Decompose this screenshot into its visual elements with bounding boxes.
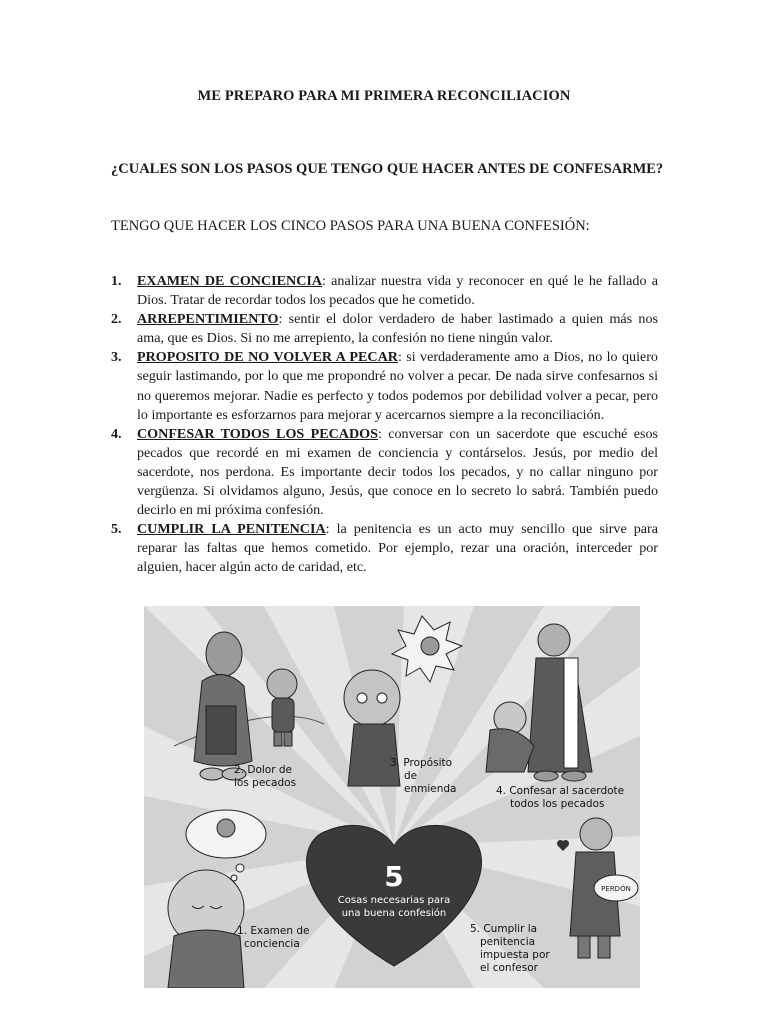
svg-text:conciencia: conciencia (244, 938, 300, 950)
caption-2 (234, 764, 296, 789)
svg-text:de: de (404, 770, 418, 782)
svg-text:enmienda: enmienda (404, 783, 457, 795)
mother-child-figure (194, 632, 297, 780)
steps-list (111, 272, 658, 578)
list-item (111, 520, 658, 577)
step-number: 2. (111, 311, 122, 328)
section-question: ¿CUALES SON LOS PASOS QUE TENGO QUE HACER ANTES DE CONFESARME? (111, 161, 664, 177)
svg-text:4. Confesar al sacerdote: 4. Confesar al sacerdote (496, 785, 625, 797)
svg-text:5. Cumplir la: 5. Cumplir la (470, 923, 538, 935)
heart-line1: Cosas necesarias para (337, 895, 451, 906)
perdon-bubble-text: PERDÓN (601, 885, 631, 893)
svg-text:impuesta por: impuesta por (480, 949, 550, 961)
step-term: CONFESAR TODOS LOS PECADOS (137, 425, 378, 442)
step-number: 4. (111, 425, 122, 442)
heart-line2: una buena confesión (341, 908, 447, 919)
step-number: 5. (111, 521, 122, 538)
svg-text:el confesor: el confesor (480, 962, 538, 974)
list-item (111, 425, 658, 520)
svg-text:los pecados: los pecados (234, 777, 297, 789)
list-item (111, 348, 658, 424)
step-term: EXAMEN DE CONCIENCIA (137, 273, 323, 289)
confession-illustration (144, 606, 640, 988)
page-title: ME PREPARO PARA MI PRIMERA RECONCILIACION (197, 88, 571, 104)
step-text: : sentir el dolor verdadero de haber lastimado a quien más nos ama, que es Dios. Si no me arrepiento, la confesión no tiene ningún valor. (137, 311, 658, 347)
list-item (111, 310, 658, 348)
svg-text:penitencia: penitencia (480, 936, 536, 948)
step-text: : la penitencia es un acto muy sencillo que sirve para reparar las faltas que hemos cometido. Por ejemplo, rezar una oración, interceder por alguien, hacer algún acto de caridad, etc. (137, 521, 658, 576)
step-number: 3. (111, 349, 122, 366)
step-text: : si verdaderamente amo a Dios, no lo quiero seguir lastimando, por lo que me propondré no volver a pecar. De nada sirve confesarnos si no queremos mejorar. Nadie es perfecto y todos podemos por debilidad volver a pecar, pero lo importante es esforzarnos para mejorar y acercarnos siempre a la reconciliación. (137, 349, 658, 423)
step-text: : conversar con un sacerdote que escuché esos pecados que recordé en mi examen de conciencia y contárselos. Jesús, por medio del sacerdote, nos perdona. Es importante decir todos los pecados, y no callar ninguno por vergüenza. Si olvidamos alguno, Jesús, que conoce en lo secreto lo sabrá. También puedo decirlo en mi próxima confesión. (137, 425, 658, 519)
step-term: PROPOSITO DE NO VOLVER A PECAR (137, 349, 398, 366)
caption-4 (496, 785, 624, 810)
step-term: ARREPENTIMIENTO (137, 311, 279, 328)
step-term: CUMPLIR LA PENITENCIA (137, 521, 326, 538)
illustration-svg (144, 606, 640, 988)
caption-5 (470, 923, 550, 974)
step-text: : analizar nuestra vida y reconocer en qué le he fallado a Dios. Tratar de recordar todos los pecados que he cometido. (137, 273, 658, 309)
svg-text:2. Dolor de: 2. Dolor de (234, 764, 292, 776)
svg-text:todos los pecados: todos los pecados (510, 798, 605, 810)
svg-text:1. Examen de: 1. Examen de (237, 925, 310, 937)
svg-text:3. Propósito: 3. Propósito (390, 757, 453, 769)
intro-line: TENGO QUE HACER LOS CINCO PASOS PARA UNA BUENA CONFESIÓN: (111, 218, 590, 234)
step-number: 1. (111, 273, 122, 289)
caption-1 (237, 925, 309, 950)
list-item (111, 272, 658, 310)
heart-number: 5 (384, 860, 404, 893)
